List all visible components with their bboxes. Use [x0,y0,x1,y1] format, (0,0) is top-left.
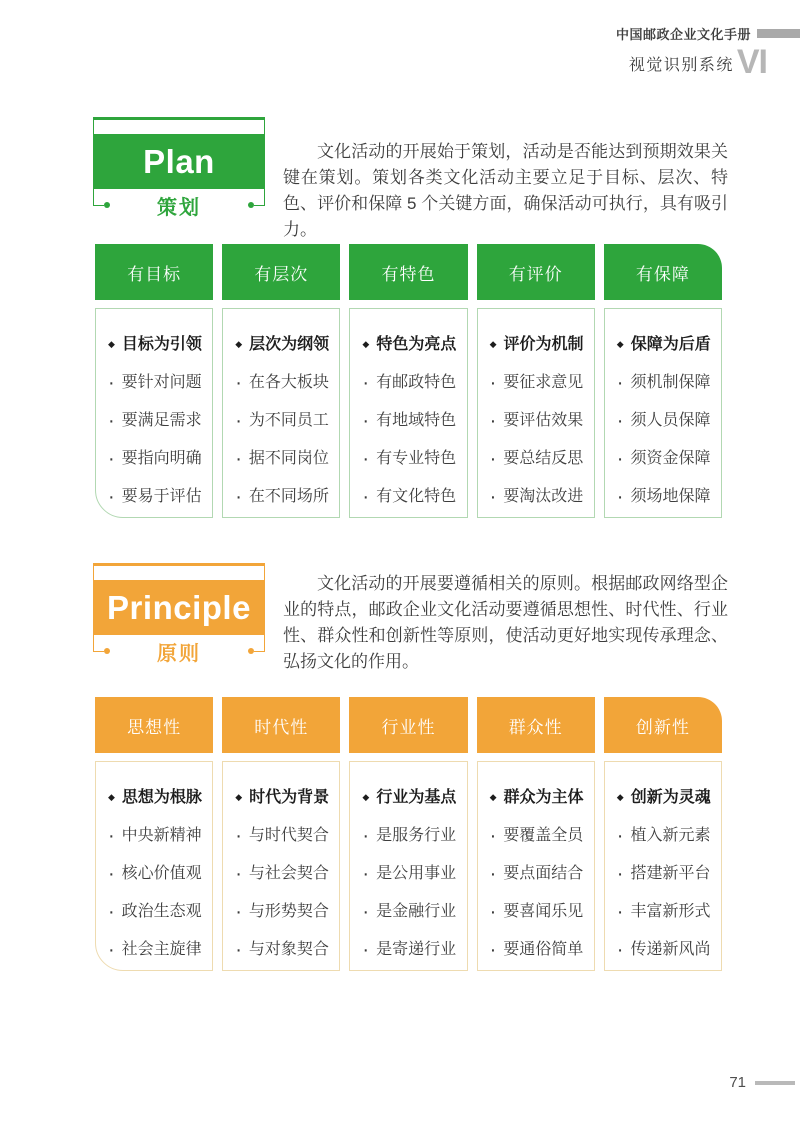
diamond-bullet-icon: ◆ [616,792,624,802]
card-item [235,902,335,921]
card-item-text: 植入新元素 [630,827,711,844]
dot-bullet-icon: · [489,409,497,432]
card-item [108,826,208,845]
card-item [235,826,335,845]
card-item [108,864,208,883]
column-card [95,761,213,971]
column-header: 有评价 [477,244,595,300]
column-card [349,761,467,971]
left-stub-line [93,651,104,652]
column-header: 有保障 [604,244,722,300]
card-item-text: 据不同岗位 [248,450,329,467]
card-title [235,335,335,354]
dot-bullet-icon: · [616,485,624,508]
diamond-bullet-icon: ◆ [235,339,243,349]
card-item-text: 要总结反思 [503,450,584,467]
principle-section-badge [93,563,265,663]
dot-bullet-icon: · [235,447,242,470]
card-title-text: 思想为根脉 [121,789,202,806]
handbook-title: 中国邮政企业文化手册 [615,27,751,42]
column-card [477,308,595,518]
dot-bullet-icon: · [108,409,115,432]
card-title [617,788,717,807]
card-item-text: 与时代契合 [248,827,329,844]
dot-bullet-icon: · [235,862,242,885]
column-header: 思想性 [95,697,213,753]
card-item [108,449,208,468]
card-item [362,487,462,506]
principle-label-en: Principle [107,588,251,626]
card-item-text: 要满足需求 [121,412,202,429]
dot-bullet-icon: · [235,485,242,508]
card-item [235,864,335,883]
column-header: 有层次 [222,244,340,300]
column-header: 群众性 [477,697,595,753]
card-item [617,487,717,506]
column-card [349,308,467,518]
dot-bullet-icon: · [489,900,497,923]
plan-badge-bar [94,134,264,189]
card-item-text: 在不同场所 [248,488,329,505]
card-title-text: 行业为基点 [376,789,457,806]
card-item [617,449,717,468]
left-stub-line [93,205,104,206]
card-item [617,864,717,883]
dot-bullet-icon: · [489,485,497,508]
dot-bullet-icon: · [235,824,242,847]
card-item-text: 要针对问题 [121,374,202,391]
card-item-text: 要征求意见 [503,374,584,391]
card-item-text: 核心价值观 [121,865,202,882]
card-item [108,411,208,430]
column-card [222,761,340,971]
footer-gray-line [755,1081,795,1085]
principle-badge-footer [93,639,265,663]
dot-bullet-icon: · [489,862,497,885]
dot-bullet-icon: · [489,447,497,470]
card-item [490,487,590,506]
dot-bullet-icon: · [362,447,370,470]
diamond-bullet-icon: ◆ [108,339,115,349]
header-subtitle-row [616,43,800,81]
diamond-bullet-icon: ◆ [489,339,497,349]
card-title [362,335,462,354]
dot-bullet-icon: · [362,485,370,508]
card-title-text: 群众为主体 [503,789,584,806]
dot-bullet-icon: · [616,447,624,470]
card-item [617,826,717,845]
card-item [362,826,462,845]
dot-bullet-icon: · [362,938,370,961]
dot-bullet-icon: · [489,938,497,961]
column-card [604,308,722,518]
card-item-text: 与对象契合 [248,941,329,958]
dot-bullet-icon: · [362,824,370,847]
card-item [362,940,462,959]
dot-bullet-icon: · [108,371,115,394]
card-item-text: 社会主旋律 [121,941,202,958]
card-item [235,940,335,959]
card-title [490,335,590,354]
card-item [235,449,335,468]
card-title [108,335,208,354]
principle-badge-bar [94,580,264,635]
dot-bullet-icon: · [616,824,624,847]
card-item-text: 是金融行业 [376,903,457,920]
plan-badge-footer [93,193,265,217]
card-item [617,373,717,392]
card-item [490,902,590,921]
column-header: 有目标 [95,244,213,300]
plan-section-badge [93,117,265,217]
card-title [362,788,462,807]
card-title [490,788,590,807]
card-title [617,335,717,354]
diamond-bullet-icon: ◆ [362,339,370,349]
card-title-text: 保障为后盾 [630,336,711,353]
card-item [362,449,462,468]
right-stub-line [254,651,265,652]
document-header [615,24,800,81]
diamond-bullet-icon: ◆ [362,792,370,802]
card-title [235,788,335,807]
dot-bullet-icon: · [489,824,497,847]
card-item-text: 要指向明确 [121,450,202,467]
card-title-text: 特色为亮点 [376,336,457,353]
page-number: 71 [729,1074,746,1091]
card-item-text: 须人员保障 [630,412,711,429]
card-item [617,902,717,921]
page-footer [729,1074,795,1091]
header-title-row [616,24,800,43]
card-item-text: 要通俗简单 [503,941,584,958]
card-item-text: 要喜闻乐见 [503,903,584,920]
card-item-text: 有地域特色 [376,412,457,429]
card-item [362,864,462,883]
card-title-text: 创新为灵魂 [630,789,711,806]
card-item-text: 传递新风尚 [630,941,711,958]
card-item [362,902,462,921]
card-item-text: 有邮政特色 [376,374,457,391]
plan-label-zh: 策划 [157,196,201,219]
vi-system-subtitle: 视觉识别系统 [628,57,734,74]
card-item [490,940,590,959]
card-item-text: 与社会契合 [248,865,329,882]
plan-table [95,244,722,518]
card-item [108,373,208,392]
header-gray-bar [757,29,800,38]
dot-bullet-icon: · [108,485,115,508]
card-title-text: 层次为纲领 [249,336,330,353]
plan-label-en: Plan [143,142,215,180]
card-item [617,411,717,430]
dot-bullet-icon: · [108,447,115,470]
card-item [108,902,208,921]
column-card [477,761,595,971]
dot-bullet-icon: · [108,900,115,923]
dot-bullet-icon: · [362,371,370,394]
card-item-text: 中央新精神 [121,827,202,844]
card-item-text: 与形势契合 [248,903,329,920]
card-item [490,373,590,392]
card-item [235,487,335,506]
card-title [108,788,208,807]
column-card [222,308,340,518]
card-item-text: 要淘汰改进 [503,488,584,505]
card-item-text: 丰富新形式 [630,903,711,920]
dot-bullet-icon: · [235,938,242,961]
card-item [617,940,717,959]
card-item-text: 是寄递行业 [376,941,457,958]
card-item-text: 须场地保障 [630,488,711,505]
dot-bullet-icon: · [616,371,624,394]
dot-bullet-icon: · [108,824,115,847]
card-item-text: 要覆盖全员 [503,827,584,844]
dot-bullet-icon: · [235,371,242,394]
column-header: 时代性 [222,697,340,753]
dot-bullet-icon: · [362,862,370,885]
card-item [490,449,590,468]
card-item [490,411,590,430]
principle-table [95,697,722,971]
card-item [362,411,462,430]
vi-watermark: VI [736,43,767,81]
card-item [108,940,208,959]
card-item-text: 有文化特色 [376,488,457,505]
column-header: 创新性 [604,697,722,753]
card-item-text: 要评估效果 [503,412,584,429]
dot-bullet-icon: · [235,409,242,432]
card-title-text: 目标为引领 [121,336,202,353]
card-item [235,411,335,430]
card-item [108,487,208,506]
dot-bullet-icon: · [235,900,242,923]
column-card [604,761,722,971]
plan-paragraph: 文化活动的开展始于策划，活动是否能达到预期效果关键在策划。策划各类文化活动主要立足于目标、层次、特色、评价和保障 5 个关键方面，确保活动可执行，具有吸引力。 [283,142,728,239]
diamond-bullet-icon: ◆ [616,339,624,349]
dot-bullet-icon: · [616,900,624,923]
principle-paragraph: 文化活动的开展要遵循相关的原则。根据邮政网络型企业的特点，邮政企业文化活动要遵循思想性、时代性、行业性、群众性和创新性等原则，使活动更好地实现传承理念、弘扬文化的作用。 [283,574,728,671]
diamond-bullet-icon: ◆ [108,792,115,802]
card-item-text: 有专业特色 [376,450,457,467]
column-header: 有特色 [349,244,467,300]
card-item-text: 政治生态观 [121,903,202,920]
card-item-text: 搭建新平台 [630,865,711,882]
dot-bullet-icon: · [108,862,115,885]
card-item-text: 为不同员工 [248,412,329,429]
dot-bullet-icon: · [616,938,624,961]
principle-label-zh: 原则 [157,642,201,665]
dot-bullet-icon: · [616,862,624,885]
dot-bullet-icon: · [108,938,115,961]
card-title-text: 时代为背景 [249,789,330,806]
card-item-text: 要易于评估 [121,488,202,505]
card-item-text: 要点面结合 [503,865,584,882]
diamond-bullet-icon: ◆ [489,792,497,802]
card-item-text: 是公用事业 [376,865,457,882]
card-item-text: 须资金保障 [630,450,711,467]
card-item [490,826,590,845]
card-item-text: 在各大板块 [248,374,329,391]
card-item [362,373,462,392]
right-stub-line [254,205,265,206]
dot-bullet-icon: · [362,409,370,432]
diamond-bullet-icon: ◆ [235,792,243,802]
column-card [95,308,213,518]
card-item [235,373,335,392]
dot-bullet-icon: · [362,900,370,923]
dot-bullet-icon: · [489,371,497,394]
card-item-text: 是服务行业 [376,827,457,844]
column-header: 行业性 [349,697,467,753]
dot-bullet-icon: · [616,409,624,432]
card-item-text: 须机制保障 [630,374,711,391]
card-item [490,864,590,883]
card-title-text: 评价为机制 [503,336,584,353]
